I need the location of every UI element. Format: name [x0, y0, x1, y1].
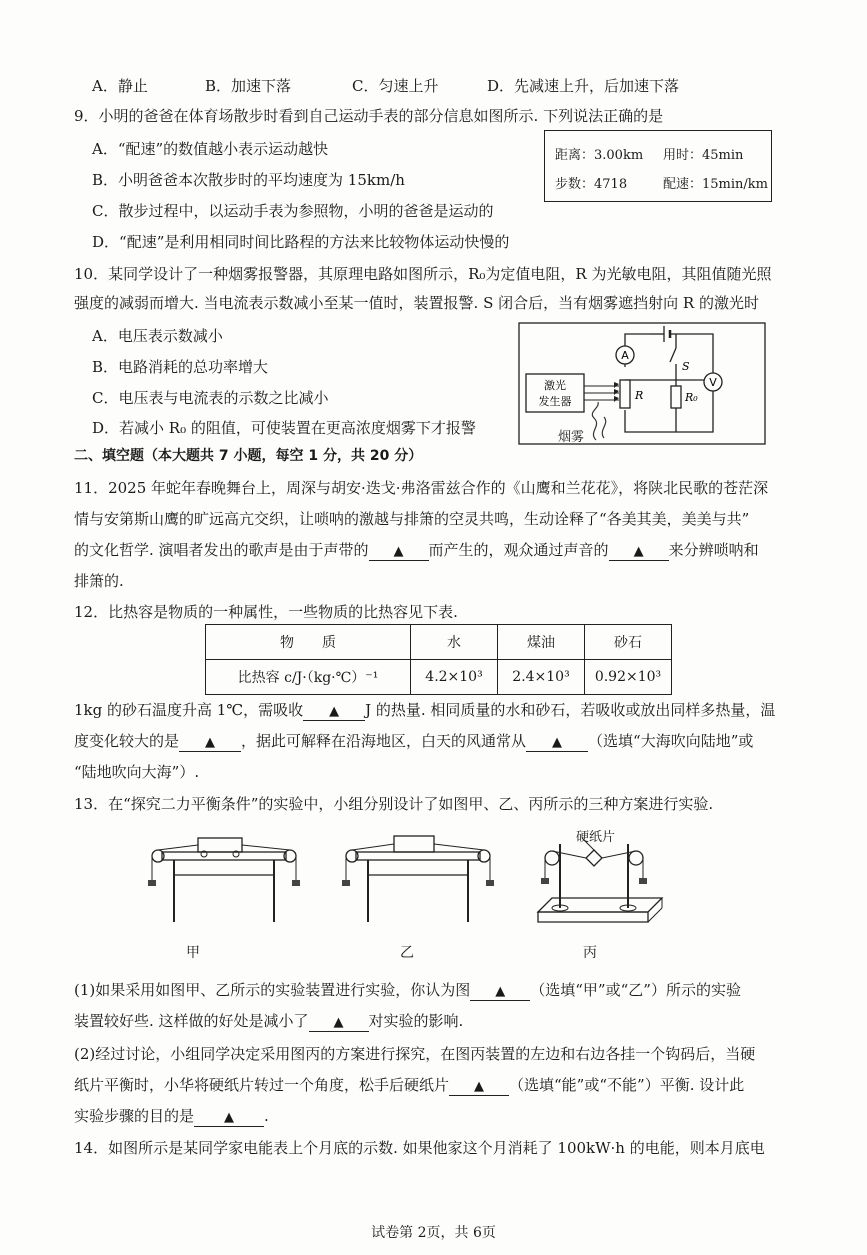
page-footer: 试卷第 2页，共 6页 — [371, 1225, 496, 1241]
q12-line1: 1kg 的砂石温度升高 1℃，需吸收 ▲ J 的热量. 相同质量的水和砂石，若吸收或放出同样多热量，温 — [74, 701, 776, 719]
figure-bing-card-apparatus — [528, 830, 668, 930]
q10-option-d: D．若减小 R₀ 的阻值，可使装置在更高浓度烟雾下才报警 — [92, 419, 476, 437]
figure-label-bing: 丙 — [583, 945, 597, 961]
figure-label-jia: 甲 — [186, 945, 200, 961]
answer-blank[interactable]: ▲ — [303, 704, 365, 721]
q8-option-d: D．先减速上升，后加速下落 — [487, 77, 680, 95]
laser-label-line1: 激光 — [544, 379, 566, 392]
table-cell: 煤油 — [498, 625, 585, 660]
answer-blank[interactable]: ▲ — [470, 984, 530, 1001]
watch-steps: 步数：4718 — [555, 177, 628, 192]
card-label: 硬纸片 — [576, 830, 616, 845]
table-cell: 物 质 — [206, 625, 411, 660]
q9-option-d: D．“配速”是利用相同时间比路程的方法来比较物体运动快慢的 — [92, 233, 510, 251]
table-row — [206, 660, 672, 695]
q9-option-b: B．小明爸爸本次散步时的平均速度为 15km/h — [92, 171, 405, 189]
q14-line1: 14．如图所示是某同学家电能表上个月底的示数. 如果他家这个月消耗了 100kW·h 的电能，则本月底电 — [74, 1139, 765, 1157]
resistor-r-label: R — [635, 389, 644, 402]
table-cell: 水 — [411, 625, 498, 660]
answer-blank[interactable]: ▲ — [526, 735, 588, 752]
watch-distance: 距离：3.00km — [555, 148, 644, 163]
figure-label-yi: 乙 — [400, 945, 414, 961]
photoresistor-icon — [620, 380, 630, 408]
q13-part2-line1: (2)经过讨论，小组同学决定采用图丙的方案进行探究，在图丙装置的左边和右边各挂一个钩码后，当硬 — [74, 1045, 756, 1063]
block-icon — [394, 836, 434, 852]
q12-line3: “陆地吹向大海”）. — [74, 763, 200, 781]
answer-blank[interactable]: ▲ — [449, 1079, 509, 1096]
table-cell: 比热容 c/J·（kg·℃）⁻¹ — [206, 660, 411, 695]
answer-blank[interactable]: ▲ — [179, 735, 241, 752]
q11-line2: 情与安第斯山鹰的旷远高亢交织，让唢呐的激越与排箫的空灵共鸣，生动诠释了“各美其美，美美与共” — [74, 510, 750, 528]
q10-option-b: B．电路消耗的总功率增大 — [92, 358, 269, 376]
q9-stem: 9．小明的爸爸在体育场散步时看到自己运动手表的部分信息如图所示. 下列说法正确的是 — [74, 107, 664, 125]
smoke-icon — [592, 402, 598, 440]
q8-option-a: A．静止 — [92, 77, 148, 95]
voltmeter-label: V — [709, 376, 717, 389]
q10-stem-line2: 强度的减弱而增大. 当电流表示数减小至某一值时，装置报警. S 闭合后，当有烟雾遮挡射向 R 的激光时 — [74, 294, 759, 312]
switch-label: S — [682, 360, 690, 373]
fixed-resistor-icon — [671, 386, 681, 408]
answer-blank[interactable]: ▲ — [609, 544, 669, 561]
ammeter-label: A — [621, 349, 629, 362]
laser-label-line2: 发生器 — [538, 395, 572, 408]
q11-line4: 排箫的. — [74, 572, 124, 590]
cart-icon — [198, 838, 242, 852]
q13-part1-line1: (1)如果采用如图甲、乙所示的实验装置进行实验，你认为图 ▲ （选填“甲”或“乙”）所示的实验 — [74, 981, 741, 999]
q11-line3: 的文化哲学. 演唱者发出的歌声是由于声带的 ▲ 而产生的，观众通过声音的 ▲ 来分辨唢呐和 — [74, 541, 759, 559]
q8-option-b: B．加速下落 — [205, 77, 292, 95]
table-cell: 0.92×10³ — [585, 660, 672, 695]
specific-heat-table — [205, 624, 672, 695]
table-row — [206, 625, 672, 660]
figure-jia-cart-apparatus — [144, 830, 304, 930]
q13-part2-line3: 实验步骤的目的是 ▲ . — [74, 1107, 269, 1125]
smoke-label: 烟雾 — [558, 430, 585, 445]
answer-blank[interactable]: ▲ — [369, 544, 429, 561]
figure-yi-block-apparatus — [338, 830, 498, 930]
card-icon — [586, 850, 602, 866]
q9-option-a: A．“配速”的数值越小表示运动越快 — [92, 140, 329, 158]
q12-line2: 度变化较大的是 ▲ ，据此可解释在沿海地区，白天的风通常从 ▲ （选填“大海吹向陆地”或 — [74, 732, 754, 750]
answer-blank[interactable]: ▲ — [309, 1015, 369, 1032]
table-cell: 砂石 — [585, 625, 672, 660]
watch-info-box — [544, 130, 772, 202]
q8-option-c: C．匀速上升 — [352, 77, 439, 95]
section-2-heading: 二、填空题（本大题共 7 小题，每空 1 分，共 20 分） — [74, 448, 423, 464]
q13-part1-line2: 装置较好些. 这样做的好处是减小了 ▲ 对实验的影响. — [74, 1012, 464, 1030]
q12-stem: 12．比热容是物质的一种属性，一些物质的比热容见下表. — [74, 603, 458, 621]
table-cell: 2.4×10³ — [498, 660, 585, 695]
smoke-alarm-circuit-diagram — [518, 322, 768, 448]
q11-line1: 11．2025 年蛇年春晚舞台上，周深与胡安·迭戈·弗洛雷兹合作的《山鹰和兰花花》，将陕北民歌的苍茫深 — [74, 479, 769, 497]
q10-option-a: A．电压表示数减小 — [92, 327, 223, 345]
watch-time: 用时：45min — [663, 148, 744, 163]
watch-pace: 配速：15min/km — [663, 177, 768, 192]
resistor-r0-label: R₀ — [685, 391, 698, 404]
table-cell: 4.2×10³ — [411, 660, 498, 695]
answer-blank[interactable]: ▲ — [194, 1110, 264, 1127]
q13-part2-line2: 纸片平衡时，小华将硬纸片转过一个角度，松手后硬纸片 ▲ （选填“能”或“不能”）平衡. 设计此 — [74, 1076, 745, 1094]
q10-option-c: C．电压表与电流表的示数之比减小 — [92, 389, 329, 407]
q13-stem: 13．在“探究二力平衡条件”的实验中，小组分别设计了如图甲、乙、丙所示的三种方案进行实验. — [74, 795, 714, 813]
q9-option-c: C．散步过程中，以运动手表为参照物，小明的爸爸是运动的 — [92, 202, 494, 220]
q10-stem-line1: 10．某同学设计了一种烟雾报警器，其原理电路如图所示，R₀为定值电阻，R 为光敏电阻，其阻值随光照 — [74, 265, 772, 283]
